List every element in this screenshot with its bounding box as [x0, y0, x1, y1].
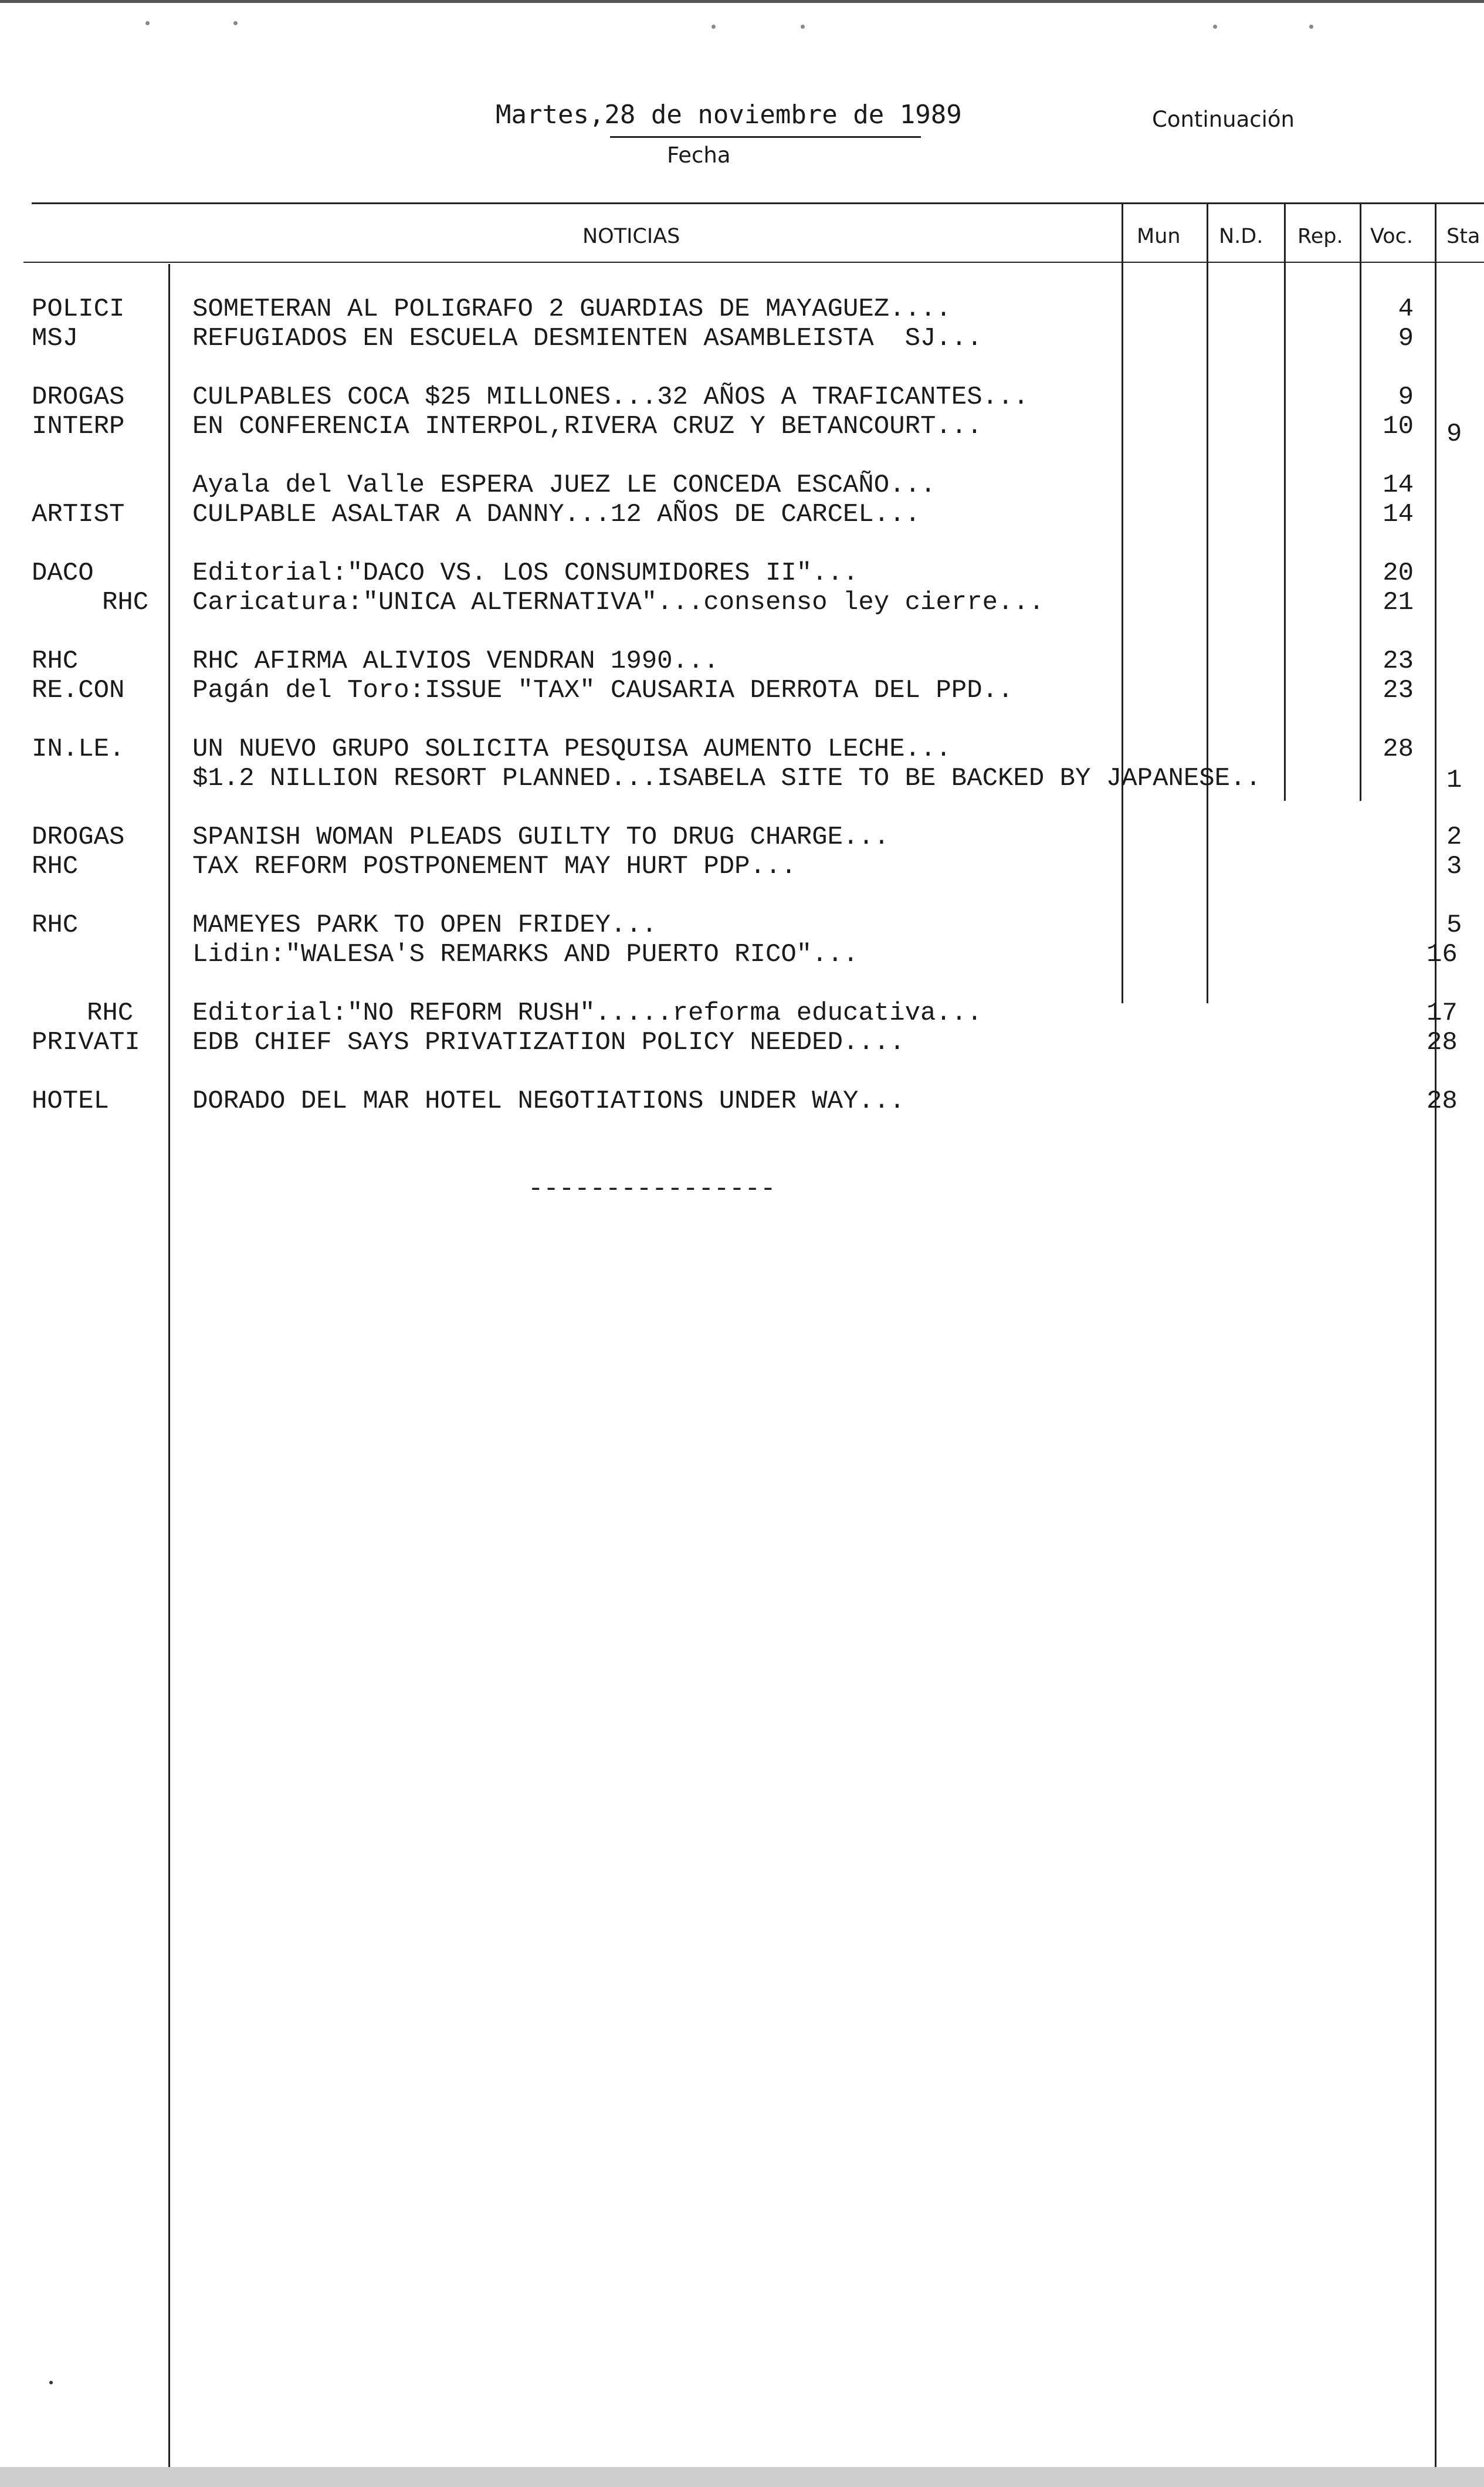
row-headline: CULPABLES COCA $25 MILLONES...32 AÑOS A TRAFICANTES...	[192, 383, 1029, 412]
row-section: RHC	[87, 999, 134, 1028]
row-section: RHC	[32, 647, 79, 676]
row-headline: DORADO DEL MAR HOTEL NEGOTIATIONS UNDER WAY...	[192, 1087, 905, 1116]
column-header-nd: N.D.	[1219, 225, 1263, 248]
row-voc-page: 23	[1383, 676, 1414, 705]
registration-dot	[1213, 25, 1217, 29]
row-sta-page: 28	[1427, 1028, 1458, 1057]
section-column-divider	[168, 264, 170, 2467]
table-top-rule	[32, 202, 1484, 204]
row-voc-page: 10	[1383, 412, 1414, 441]
row-headline: UN NUEVO GRUPO SOLICITA PESQUISA AUMENTO LECHE...	[192, 735, 951, 764]
registration-dot	[1309, 25, 1313, 29]
row-headline: TAX REFORM POSTPONEMENT MAY HURT PDP...	[192, 852, 797, 881]
rep-column-divider-left	[1284, 202, 1286, 801]
row-section: ARTIST	[32, 500, 125, 529]
column-header-mun: Mun	[1137, 225, 1181, 248]
row-headline: Editorial:"NO REFORM RUSH".....reforma educativa...	[192, 999, 982, 1028]
row-headline: RHC AFIRMA ALIVIOS VENDRAN 1990...	[192, 647, 719, 676]
row-section: HOTEL	[32, 1087, 110, 1116]
row-voc-page: 28	[1383, 735, 1414, 764]
row-section: POLICI	[32, 295, 125, 324]
date-value: Martes,28 de noviembre de 1989	[496, 100, 962, 130]
header-bottom-rule	[23, 262, 1484, 263]
row-headline: MAMEYES PARK TO OPEN FRIDEY...	[192, 911, 658, 940]
row-headline: $1.2 NILLION RESORT PLANNED...ISABELA SITE TO BE BACKED BY JAPANESE..	[192, 764, 1261, 793]
row-section: MSJ	[32, 324, 79, 353]
row-section: RE.CON	[32, 676, 125, 705]
registration-dot	[801, 25, 805, 29]
row-section: RHC	[32, 911, 79, 940]
row-voc-page: 9	[1398, 324, 1414, 353]
row-headline: CULPABLE ASALTAR A DANNY...12 AÑOS DE CARCEL...	[192, 500, 921, 529]
row-sta-page: 16	[1427, 940, 1458, 969]
row-headline: Lidin:"WALESA'S REMARKS AND PUERTO RICO"...	[192, 940, 859, 969]
stray-mark	[49, 2381, 53, 2384]
row-voc-page: 14	[1383, 471, 1414, 500]
row-sta-page: 9	[1446, 419, 1462, 449]
row-sta-page: 17	[1427, 999, 1458, 1028]
row-headline: SPANISH WOMAN PLEADS GUILTY TO DRUG CHARGE...	[192, 823, 890, 852]
column-header-sta: Sta	[1446, 225, 1480, 248]
date-underline	[610, 136, 921, 138]
row-headline: EN CONFERENCIA INTERPOL,RIVERA CRUZ Y BETANCOURT...	[192, 412, 982, 441]
row-sta-page: 3	[1446, 852, 1462, 881]
row-section: INTERP	[32, 412, 125, 441]
row-sta-page: 5	[1446, 911, 1462, 940]
row-voc-page: 4	[1398, 295, 1414, 324]
top-border-line	[0, 0, 1484, 3]
row-sta-page: 2	[1446, 823, 1462, 852]
row-section: DACO	[32, 559, 94, 588]
row-sta-page: 1	[1446, 766, 1462, 795]
date-label: Fecha	[667, 143, 731, 168]
row-headline: Editorial:"DACO VS. LOS CONSUMIDORES II"...	[192, 559, 859, 588]
row-section: IN.LE.	[32, 735, 125, 764]
row-headline: EDB CHIEF SAYS PRIVATIZATION POLICY NEEDED....	[192, 1028, 905, 1057]
row-section: RHC	[102, 588, 149, 617]
row-headline: Ayala del Valle ESPERA JUEZ LE CONCEDA ESCAÑO...	[192, 471, 936, 500]
nd-column-divider-left	[1207, 202, 1208, 1003]
row-section: PRIVATI	[32, 1028, 140, 1057]
scan-bottom-band	[0, 2467, 1484, 2487]
row-section: RHC	[32, 852, 79, 881]
registration-dot	[145, 21, 150, 25]
row-section: DROGAS	[32, 823, 125, 852]
row-voc-page: 21	[1383, 588, 1414, 617]
row-voc-page: 9	[1398, 383, 1414, 412]
row-headline: Pagán del Toro:ISSUE "TAX" CAUSARIA DERROTA DEL PPD..	[192, 676, 1014, 705]
row-headline: Caricatura:"UNICA ALTERNATIVA"...consenso ley cierre...	[192, 588, 1045, 617]
column-header-noticias: NOTICIAS	[582, 225, 680, 248]
sta-column-divider-left	[1435, 202, 1436, 2467]
mun-column-divider-left	[1122, 202, 1123, 1003]
column-header-rep: Rep.	[1297, 225, 1343, 248]
row-section: DROGAS	[32, 383, 125, 412]
row-sta-page: 28	[1427, 1087, 1458, 1116]
row-voc-page: 23	[1383, 647, 1414, 676]
registration-dot	[233, 21, 238, 25]
row-voc-page: 14	[1383, 500, 1414, 529]
end-of-list-rule: ----------------	[528, 1175, 776, 1204]
continuation-label: Continuación	[1152, 107, 1295, 132]
row-voc-page: 20	[1383, 559, 1414, 588]
registration-dot	[711, 25, 716, 29]
row-headline: REFUGIADOS EN ESCUELA DESMIENTEN ASAMBLEISTA SJ...	[192, 324, 982, 353]
row-headline: SOMETERAN AL POLIGRAFO 2 GUARDIAS DE MAYAGUEZ....	[192, 295, 951, 324]
column-header-voc: Voc.	[1370, 225, 1414, 248]
